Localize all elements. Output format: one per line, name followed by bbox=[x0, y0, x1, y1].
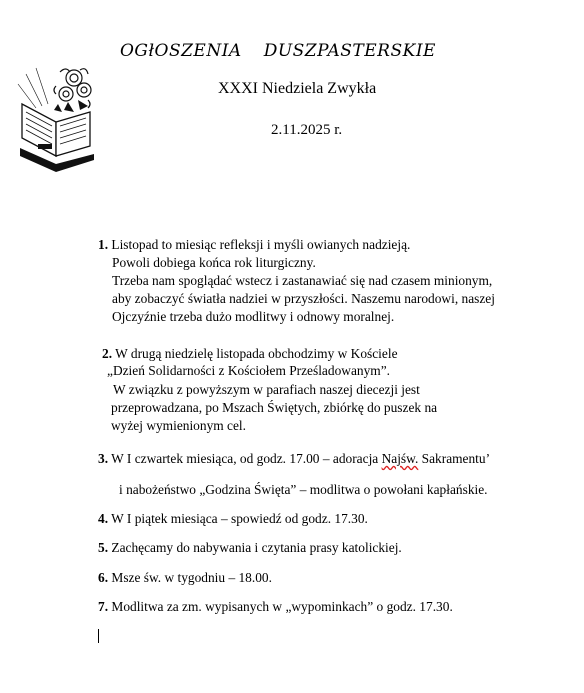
page-date: 2.11.2025 r. bbox=[271, 122, 343, 138]
announcement-1-line-5: Ojczyźnie trzeba dużo modlitwy i odnowy moralnej. bbox=[112, 309, 395, 324]
page-subtitle: XXXI Niedziela Zwykła bbox=[218, 80, 377, 97]
open-bible-with-flowers-icon bbox=[16, 64, 96, 172]
announcement-1-line-1 bbox=[98, 236, 410, 254]
text-cursor[interactable] bbox=[98, 629, 99, 643]
announcement-4-number: 4. bbox=[98, 511, 109, 526]
announcement-6-text: Msze św. w tygodniu – 18.00. bbox=[111, 570, 272, 585]
announcement-2-line-1 bbox=[102, 345, 398, 363]
announcement-6 bbox=[98, 569, 272, 587]
announcement-2-text: W drugą niedzielę listopada obchodzimy w Kościele bbox=[115, 346, 398, 361]
announcement-7 bbox=[98, 598, 453, 616]
page-title bbox=[120, 41, 520, 61]
announcement-3-line-1 bbox=[98, 450, 490, 468]
announcement-2-line-5: wyżej wymienionym cel. bbox=[111, 418, 246, 433]
title-word-1: OGłOSZENIA bbox=[120, 41, 242, 61]
announcement-2-line-4: przeprowadzana, po Mszach Świętych, zbiórkę do puszek na bbox=[111, 400, 438, 415]
announcement-7-number: 7. bbox=[98, 599, 109, 614]
announcement-5 bbox=[98, 539, 402, 557]
announcement-1-number: 1. bbox=[98, 237, 109, 252]
announcement-1-text: Listopad to miesiąc refleksji i myśli owianych nadzieją. bbox=[111, 237, 411, 252]
announcement-3-number: 3. bbox=[98, 451, 109, 466]
announcement-2-number: 2. bbox=[102, 346, 113, 361]
announcement-4-text: W I piątek miesiąca – spowiedź od godz. 17.30. bbox=[111, 511, 368, 526]
announcement-3-text-a: W I czwartek miesiąca, od godz. 17.00 – adoracja bbox=[111, 451, 382, 466]
announcement-5-number: 5. bbox=[98, 540, 109, 555]
announcement-2-line-2: „Dzień Solidarności z Kościołem Prześladowanym”. bbox=[107, 363, 390, 378]
announcement-6-number: 6. bbox=[98, 570, 109, 585]
announcement-1-line-4: aby zobaczyć światła nadziei w przyszłości. Naszemu narodowi, naszej bbox=[112, 291, 495, 306]
announcement-1-line-2: Powoli dobiega końca rok liturgiczny. bbox=[112, 255, 316, 270]
announcement-7-text: Modlitwa za zm. wypisanych w „wypominkach” o godz. 17.30. bbox=[111, 599, 453, 614]
title-word-2: DUSZPASTERSKIE bbox=[263, 41, 436, 61]
announcement-1-line-3: Trzeba nam spoglądać wstecz i zastanawiać się nad czasem minionym, bbox=[112, 273, 493, 288]
announcement-5-text: Zachęcamy do nabywania i czytania prasy katolickiej. bbox=[111, 540, 402, 555]
announcement-3-text-b: Sakramentu’ bbox=[418, 451, 491, 466]
spellcheck-flagged-word[interactable]: Najśw. bbox=[381, 451, 419, 466]
announcement-3-line-2: i nabożeństwo „Godzina Święta” – modlitwa o powołani kapłańskie. bbox=[119, 482, 488, 497]
announcement-2-line-3: W związku z powyższym w parafiach naszej diecezji jest bbox=[113, 382, 420, 397]
announcement-4 bbox=[98, 510, 368, 528]
